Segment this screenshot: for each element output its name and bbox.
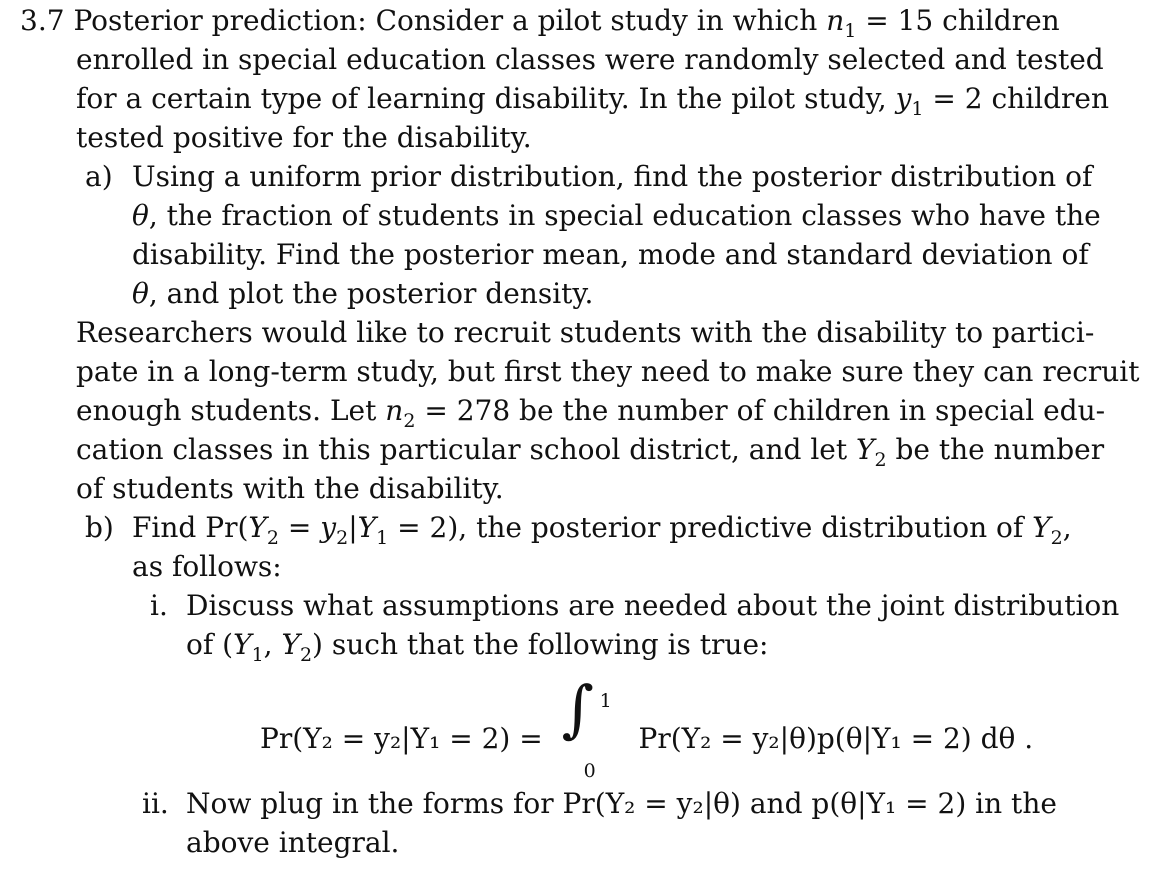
- part-b-ii-label: ii.: [142, 787, 169, 820]
- part-b-ii-line-1: Now plug in the forms for Pr(Y₂ = y₂|θ) and p(θ|Y₁ = 2) in the: [186, 787, 1057, 820]
- Y2-symbol: $Y_2$: [856, 433, 887, 471]
- theta-symbol: θ: [132, 277, 149, 310]
- intro-line-1: 3.7 Posterior prediction: Consider a pilot study in which $n_1 = 15$ children: [20, 4, 1060, 42]
- part-b-i-line-2: of ($Y_1$, $Y_2$) such that the following is true:: [186, 628, 769, 666]
- theta-symbol: θ: [132, 199, 149, 232]
- integral-sign: ∫ 1 0: [561, 672, 612, 782]
- equation-lhs: Pr(Y₂ = y₂|Y₁ = 2) =: [260, 722, 543, 755]
- problem-number: 3.7: [20, 4, 65, 37]
- display-equation: [260, 672, 1040, 782]
- n2-symbol: $n_2$: [385, 394, 416, 432]
- part-b-label: b): [85, 511, 114, 544]
- predictive-expression: $Pr(Y_2 = y_2|Y_1 = 2)$: [205, 511, 459, 549]
- equation-rhs: Pr(Y₂ = y₂|θ)p(θ|Y₁ = 2) dθ .: [638, 722, 1034, 755]
- part-a-line-1: Using a uniform prior distribution, find the posterior distribution of: [132, 160, 1093, 193]
- part-a-line-2: θ, the fraction of students in special education classes who have the: [132, 199, 1101, 232]
- middle-line-2: pate in a long-term study, but first they need to make sure they can recruit: [76, 355, 1140, 388]
- part-b-line-2: as follows:: [132, 550, 282, 583]
- middle-line-3: enough students. Let $n_2 = 278$ be the number of children in special edu-: [76, 394, 1106, 432]
- part-b-i-label: i.: [150, 589, 168, 622]
- intro-line-4: tested positive for the disability.: [76, 121, 532, 154]
- middle-line-5: of students with the disability.: [76, 472, 504, 505]
- intro-line-3: for a certain type of learning disability. In the pilot study, $y_1 = 2$ children: [76, 82, 1110, 120]
- middle-line-1: Researchers would like to recruit students with the disability to partici-: [76, 316, 1095, 349]
- middle-line-4: cation classes in this particular school district, and let $Y_2$ be the number: [76, 433, 1105, 471]
- problem-title: Posterior prediction:: [73, 4, 367, 37]
- intro-line-2: enrolled in special education classes were randomly selected and tested: [76, 43, 1104, 76]
- part-b-line-1: Find $Pr(Y_2 = y_2|Y_1 = 2)$, the posterior predictive distribution of $Y_2$,: [132, 511, 1072, 549]
- y1-symbol: $y_1$: [895, 82, 924, 120]
- part-b-i-line-1: Discuss what assumptions are needed about the joint distribution: [186, 589, 1120, 622]
- part-a-label: a): [85, 160, 113, 193]
- part-a-line-3: disability. Find the posterior mean, mode and standard deviation of: [132, 238, 1089, 271]
- part-b-ii-line-2: above integral.: [186, 826, 400, 859]
- part-a-line-4: θ, and plot the posterior density.: [132, 277, 594, 310]
- n1-symbol: $n_1$: [826, 4, 857, 42]
